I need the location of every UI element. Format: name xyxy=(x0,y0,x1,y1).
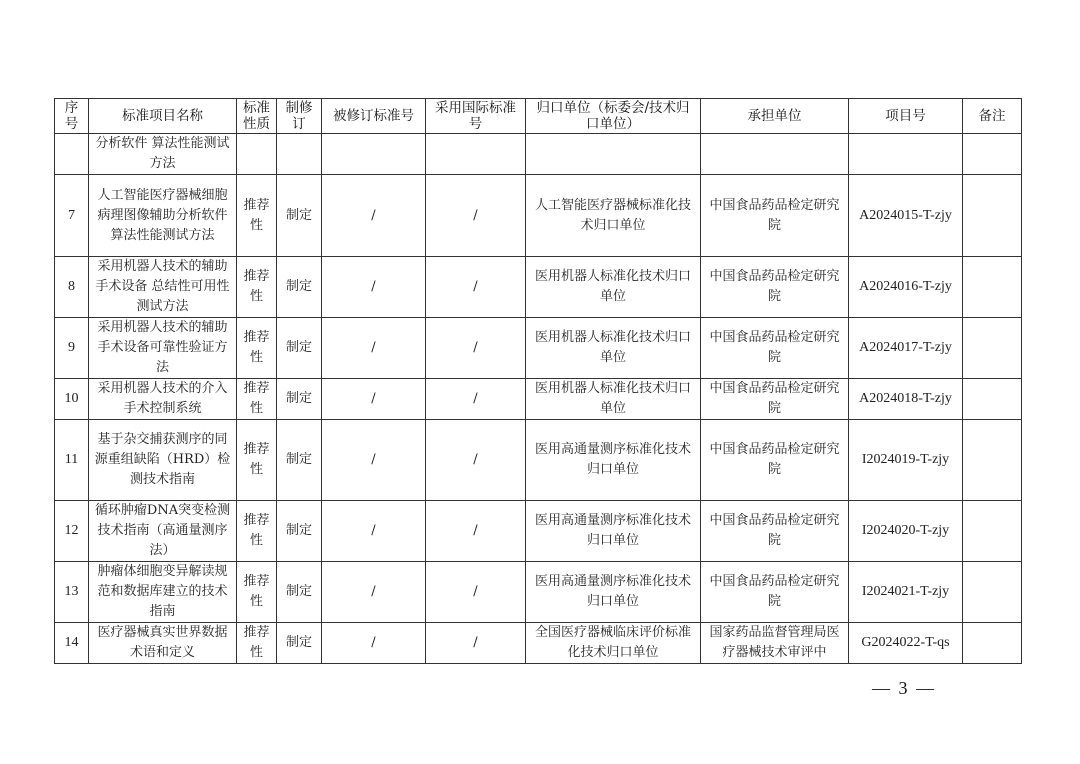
cell-no: 11 xyxy=(55,420,89,501)
cell-no xyxy=(55,134,89,175)
header-intl: 采用国际标准号 xyxy=(426,99,526,134)
cell-remark xyxy=(963,562,1022,623)
cell-project-no: I2024021-T-zjy xyxy=(849,562,963,623)
cell-intl: / xyxy=(426,562,526,623)
cell-remark xyxy=(963,318,1022,379)
cell-dept: 全国医疗器械临床评价标准化技术归口单位 xyxy=(526,623,701,664)
cell-nature: 推荐性 xyxy=(237,501,277,562)
cell-name: 基于杂交捕获测序的同源重组缺陷（HRD）检测技术指南 xyxy=(89,420,237,501)
cell-revised: / xyxy=(322,175,426,257)
cell-intl: / xyxy=(426,420,526,501)
cell-project-no xyxy=(849,134,963,175)
cell-type: 制定 xyxy=(277,379,322,420)
cell-no: 7 xyxy=(55,175,89,257)
cell-remark xyxy=(963,501,1022,562)
cell-nature: 推荐性 xyxy=(237,175,277,257)
page-number: — 3 — xyxy=(872,678,936,698)
table-row xyxy=(55,318,1022,379)
cell-no: 12 xyxy=(55,501,89,562)
cell-no: 8 xyxy=(55,257,89,318)
header-project-no: 项目号 xyxy=(849,99,963,134)
table-row xyxy=(55,623,1022,664)
cell-type: 制定 xyxy=(277,175,322,257)
cell-project-no: A2024015-T-zjy xyxy=(849,175,963,257)
header-undertaker: 承担单位 xyxy=(701,99,849,134)
table-row xyxy=(55,562,1022,623)
cell-intl: / xyxy=(426,175,526,257)
header-dept: 归口单位（标委会/技术归口单位） xyxy=(526,99,701,134)
cell-remark xyxy=(963,257,1022,318)
cell-dept: 医用机器人标准化技术归口单位 xyxy=(526,379,701,420)
cell-revised: / xyxy=(322,379,426,420)
cell-no: 10 xyxy=(55,379,89,420)
cell-no: 9 xyxy=(55,318,89,379)
cell-revised: / xyxy=(322,501,426,562)
cell-intl: / xyxy=(426,623,526,664)
table-row xyxy=(55,257,1022,318)
cell-intl: / xyxy=(426,318,526,379)
table-row xyxy=(55,501,1022,562)
cell-name: 采用机器人技术的辅助手术设备 总结性可用性测试方法 xyxy=(89,257,237,318)
cell-undertaker: 中国食品药品检定研究院 xyxy=(701,257,849,318)
cell-nature: 推荐性 xyxy=(237,420,277,501)
cell-name: 肿瘤体细胞变异解读规范和数据库建立的技术指南 xyxy=(89,562,237,623)
cell-name: 采用机器人技术的辅助手术设备可靠性验证方法 xyxy=(89,318,237,379)
cell-type: 制定 xyxy=(277,623,322,664)
cell-type xyxy=(277,134,322,175)
table-row xyxy=(55,379,1022,420)
cell-project-no: I2024020-T-zjy xyxy=(849,501,963,562)
cell-dept: 人工智能医疗器械标准化技术归口单位 xyxy=(526,175,701,257)
cell-name: 分析软件 算法性能测试方法 xyxy=(89,134,237,175)
cell-remark xyxy=(963,175,1022,257)
cell-revised xyxy=(322,134,426,175)
cell-dept: 医用机器人标准化技术归口单位 xyxy=(526,318,701,379)
cell-revised: / xyxy=(322,318,426,379)
header-no: 序号 xyxy=(55,99,89,134)
cell-dept: 医用高通量测序标准化技术归口单位 xyxy=(526,501,701,562)
cell-project-no: G2024022-T-qs xyxy=(849,623,963,664)
cell-type: 制定 xyxy=(277,501,322,562)
header-name: 标准项目名称 xyxy=(89,99,237,134)
cell-intl: / xyxy=(426,257,526,318)
header-type: 制修订 xyxy=(277,99,322,134)
cell-undertaker: 中国食品药品检定研究院 xyxy=(701,318,849,379)
cell-nature xyxy=(237,134,277,175)
cell-remark xyxy=(963,623,1022,664)
cell-undertaker: 中国食品药品检定研究院 xyxy=(701,379,849,420)
cell-undertaker: 中国食品药品检定研究院 xyxy=(701,175,849,257)
cell-nature: 推荐性 xyxy=(237,318,277,379)
cell-name: 人工智能医疗器械细胞病理图像辅助分析软件 算法性能测试方法 xyxy=(89,175,237,257)
cell-type: 制定 xyxy=(277,257,322,318)
header-remark: 备注 xyxy=(963,99,1022,134)
cell-remark xyxy=(963,379,1022,420)
cell-remark xyxy=(963,420,1022,501)
cell-intl: / xyxy=(426,379,526,420)
cell-nature: 推荐性 xyxy=(237,623,277,664)
cell-dept: 医用机器人标准化技术归口单位 xyxy=(526,257,701,318)
cell-type: 制定 xyxy=(277,318,322,379)
cell-dept: 医用高通量测序标准化技术归口单位 xyxy=(526,420,701,501)
table-row xyxy=(55,175,1022,257)
cell-undertaker: 中国食品药品检定研究院 xyxy=(701,501,849,562)
cell-undertaker xyxy=(701,134,849,175)
cell-dept: 医用高通量测序标准化技术归口单位 xyxy=(526,562,701,623)
cell-name: 循环肿瘤DNA突变检测技术指南（高通量测序法） xyxy=(89,501,237,562)
cell-nature: 推荐性 xyxy=(237,379,277,420)
cell-project-no: A2024017-T-zjy xyxy=(849,318,963,379)
cell-intl: / xyxy=(426,501,526,562)
cell-undertaker: 中国食品药品检定研究院 xyxy=(701,562,849,623)
cell-type: 制定 xyxy=(277,562,322,623)
cell-name: 医疗器械真实世界数据 术语和定义 xyxy=(89,623,237,664)
cell-revised: / xyxy=(322,420,426,501)
cell-revised: / xyxy=(322,257,426,318)
header-revised: 被修订标准号 xyxy=(322,99,426,134)
cell-undertaker: 中国食品药品检定研究院 xyxy=(701,420,849,501)
standards-table xyxy=(54,98,1022,664)
cell-nature: 推荐性 xyxy=(237,257,277,318)
table-row xyxy=(55,134,1022,175)
cell-type: 制定 xyxy=(277,420,322,501)
cell-remark xyxy=(963,134,1022,175)
cell-undertaker: 国家药品监督管理局医疗器械技术审评中 xyxy=(701,623,849,664)
cell-name: 采用机器人技术的介入手术控制系统 xyxy=(89,379,237,420)
cell-no: 13 xyxy=(55,562,89,623)
table-row xyxy=(55,420,1022,501)
cell-nature: 推荐性 xyxy=(237,562,277,623)
cell-intl xyxy=(426,134,526,175)
cell-project-no: I2024019-T-zjy xyxy=(849,420,963,501)
header-nature: 标准性质 xyxy=(237,99,277,134)
cell-project-no: A2024016-T-zjy xyxy=(849,257,963,318)
cell-project-no: A2024018-T-zjy xyxy=(849,379,963,420)
cell-revised: / xyxy=(322,623,426,664)
cell-dept xyxy=(526,134,701,175)
cell-no: 14 xyxy=(55,623,89,664)
cell-revised: / xyxy=(322,562,426,623)
header-row xyxy=(55,99,1022,134)
